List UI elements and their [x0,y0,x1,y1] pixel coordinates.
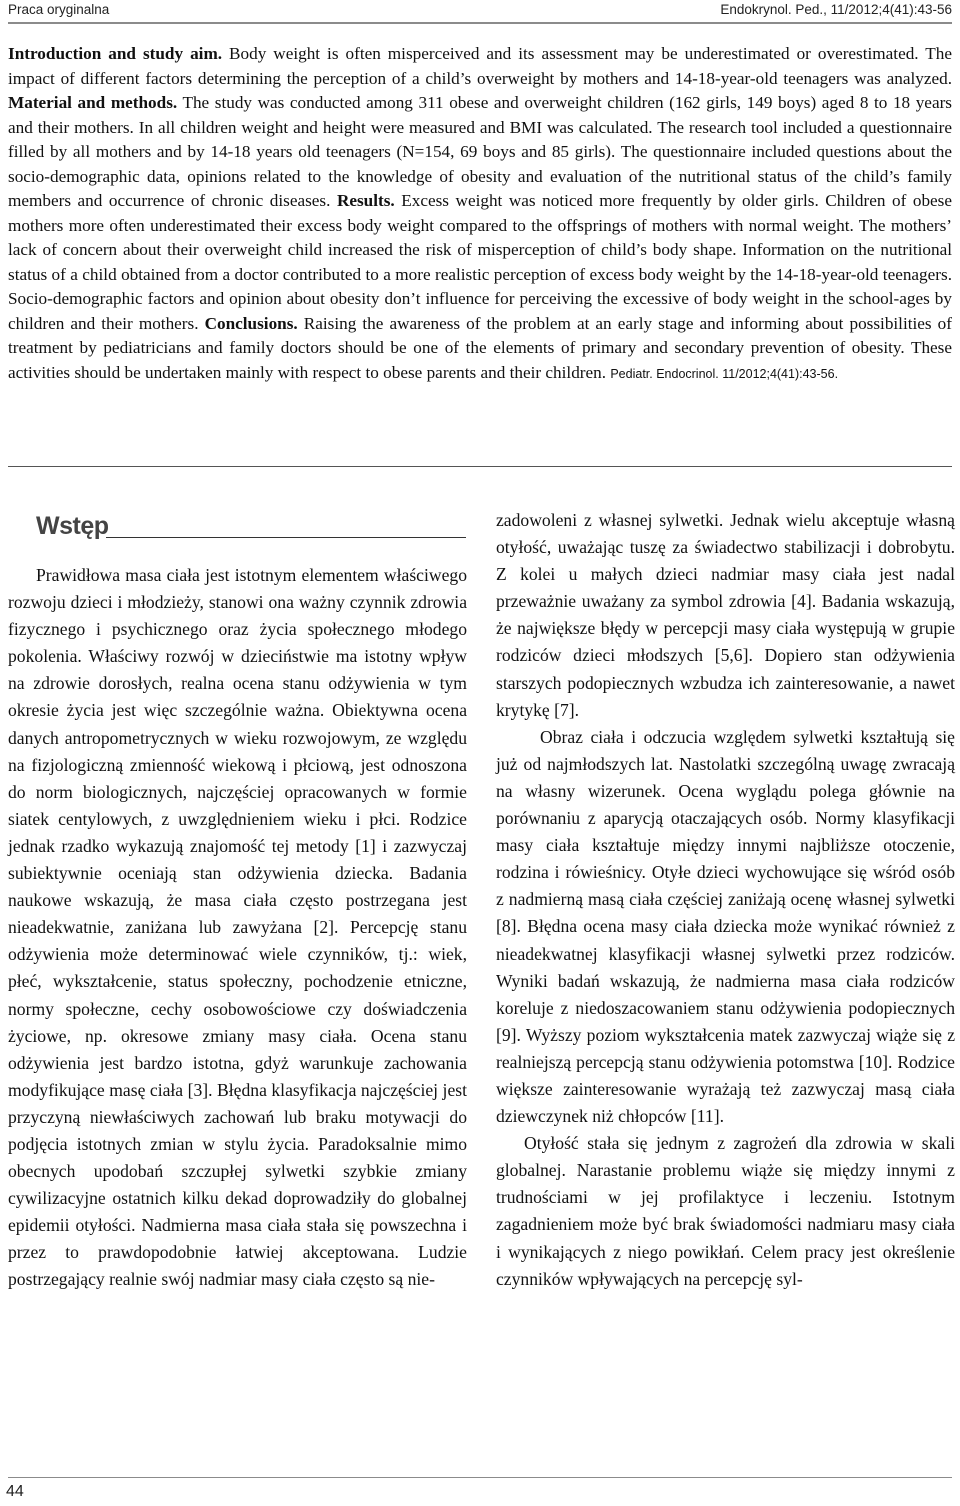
body-paragraph: Otyłość stała się jednym z zagrożeń dla zdrowia w skali globalnej. Narastanie problemu wiąże się między innymi z trudnościami w jej profilaktyce i leczeniu. Istotnym zagadnieniem może być brak świadomości nadmiaru masy ciała i wynikających z niego powikłań. Celem pracy jest określenie czynników wpływających na percepcję syl- [496,1133,955,1289]
abstract-conclusions-label: Conclusions. [204,313,298,333]
section-heading [36,512,466,544]
article-type-label: Praca oryginalna [8,2,110,17]
abstract-results-label: Results. [336,191,395,210]
body-paragraph: Obraz ciała i odczucia względem sylwetki kształtują się już od najmłodszych lat. Nastolatki szczególną uwagę zwracają na własny wizerunek. Ocena wyglądu polega głównie na porównaniu z aparycją otaczających osób. Normy klasyfikacji masy ciała kształtuje między innymi najbliższe otoczenie, rodzina i rówieśnicy. Otyłe dzieci wychowujące się wśród osób z nadmierną masą ciała częściej zaniżają ocenę własnej sylwetki [8]. Błędna ocena masy ciała dziecka może wynikać również z nieadekwatnej klasyfikacji własnej sylwetki przez rodziców. Wyniki badań wskazują, że nadmierna masa ciała rodziców koreluje z niedoszacowaniem stanu odżywienia podopiecznych [9]. Wyższy poziom wykształcenia matek zazwyczaj wiąże się z realniejszą percepcją stanu odżywienia potomstwa [10]. Rodzice większe zainteresowanie wyrażają też zazwyczaj masą ciała dziewczynek niż chłopców [11]. [496,726,955,1127]
section-heading-text: Wstęp [36,512,109,540]
abstract [8,42,952,386]
body-column-left [8,562,467,1294]
abstract-conclusions-text: Raising the awareness of the problem at an early stage and informing about possibilities of treatment by pediatricians and family doctors should be one of the elements of primary and secondary prevention of obesity. These activities should be undertaken mainly with respect to obese parents and their children. [8,313,952,382]
header-divider [8,22,952,24]
body-paragraph: zadowoleni z własnej sylwetki. Jednak wielu akceptuje własną otyłość, uważając tuszę za świadectwo stabilizacji i dobrobytu. Z kolei u małych dzieci nadmiar masy ciała jest nadal przeważnie uważany za symbol zdrowia [4]. Badania wskazują, że największe błędy w percepcji masy ciała występują w grupie rodziców dzieci młodszych [5,6]. Dopiero stan odżywienia starszych podopiecznych wzbudza ich zainteresowanie, a nawet krytykę [7]. [496,510,955,720]
abstract-intro-text: Body weight is often misperceived and its assessment may be underestimated or overestimated. The impact of different factors determining the perception of a child’s overweight by mothers and 14-18-year-old teenagers was analyzed. [8,44,952,88]
abstract-results-text: Excess weight was noticed more frequently by older girls. Children of obese mothers more often underestimated their excess body weight compared to the offsprings of mothers with normal weight. The mothers’ lack of concern about their overweight child increased the risk of misperception of child’s body shape. Information on the nutritional status of a child obtained from a doctor contributed to a more realistic perception of excess body weight by the 14-18-year-old teenagers. Socio-demographic factors and opinion about obesity don’t influence for perceiving the excessive of body weight in the school-ages by children and their mothers. [8,191,952,333]
footer-divider [8,1477,952,1478]
running-header [0,0,960,22]
abstract-divider [8,466,952,467]
abstract-citation: Pediatr. Endocrinol. 11/2012;4(41):43-56. [610,366,839,381]
body-paragraph: Prawidłowa masa ciała jest istotnym elementem właściwego rozwoju dzieci i młodzieży, stanowi ona ważny czynnik zdrowia fizycznego i psychicznego oraz życia społecznego młodego pokolenia. Właściwy rozwój w dzieciństwie ma istotny wpływ na zdrowie dorosłych, realna ocena stanu odżywienia w tym okresie życia jest więc szczególnie ważna. Obiektywna ocena danych antropometrycznych w wieku rozwojowym, ze względu na fizjologiczną zmienność wiekową i płciową, jest odnoszona do norm biologicznych, najczęściej opracowanych w formie siatek centylowych, z uwzględnieniem wieku i płci. Rodzice jednak rzadko wykazują znajomość tej metody [1] i zazwyczaj subiektywnie oceniają stan odżywienia dziecka. Badania naukowe wskazują, że masa ciała często postrzegana jest nieadekwatnie, zaniżana lub zawyżana [2]. Percepcję stanu odżywienia może determinować wiele czynników, tj.: wiek, płeć, wykształcenie, status społeczny, pochodzenie etniczne, normy społeczne, cechy osobowościowe czy doświadczenia życiowe, np. okresowe zmiany masy ciała. Ocena stanu odżywienia jest bardzo istotna, gdyż warunkuje zachowania modyfikujące masę ciała [3]. Błędna klasyfikacja najczęściej jest przyczyną niewłaściwych zachowań lub braku motywacji do podjęcia istotnych zmian w stylu życia. Paradoksalnie mimo obecnych upodobań szczupłej sylwetki szybkie zmiany cywilizacyjne ostatnich kilku dekad doprowadziły do globalnej epidemii otyłości. Nadmierna masa ciała stała się powszechna i przez to prawdopodobnie łatwiej akceptowana. Ludzie postrzegający realnie swój nadmiar masy ciała często są nie- [8,565,467,1290]
abstract-intro-label: Introduction and study aim. [8,44,223,63]
section-heading-rule [106,537,466,538]
abstract-methods-label: Material and methods. [8,93,178,112]
page-number: 44 [6,1483,24,1500]
abstract-methods-text: The study was conducted among 311 obese and overweight children (162 girls, 149 boys) aged 8 to 18 years and their mothers. In all children weight and height were measured and BMI was calculated. The research tool included a questionnaire filled by all mothers and by 14-18 years old teenagers (N=154, 69 boys and 85 girls). The questionnaire included questions about the socio-demographic data, opinions related to the knowledge of obesity and evaluation of the nutritional status of the child’s family members and occurrence of chronic diseases. [8,93,952,210]
journal-citation-header: Endokrynol. Ped., 11/2012;4(41):43-56 [720,2,952,17]
body-column-right [496,507,955,1293]
